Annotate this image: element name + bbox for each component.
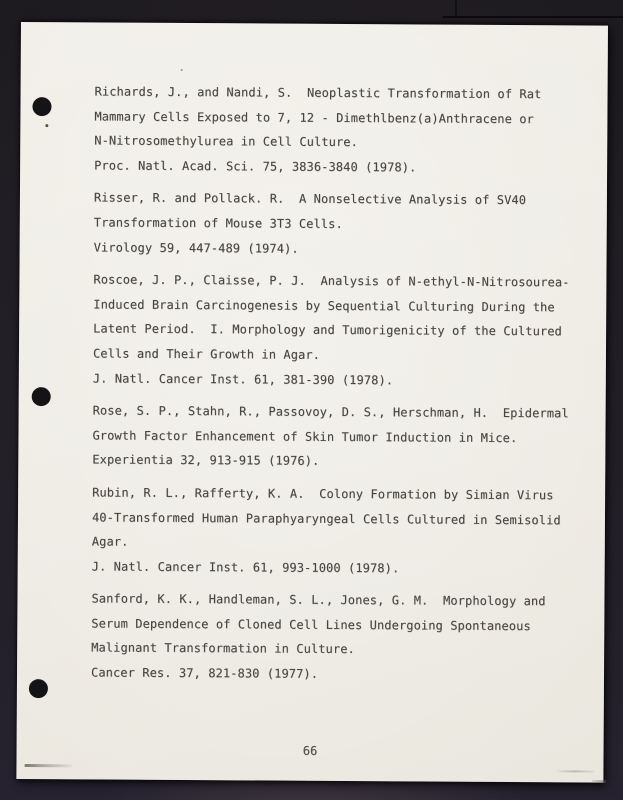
document-page xyxy=(16,22,608,783)
reference-entry xyxy=(94,79,595,180)
reference-line: Malignant Transformation in Culture. xyxy=(91,640,355,657)
reference-line: Proc. Natl. Acad. Sci. 75, 3836-3840 (1978). xyxy=(94,158,417,175)
reference-line: Transformation of Mouse 3T3 Cells. xyxy=(93,215,343,231)
reference-line: Richards, J., and Nandi, S. Neoplastic Transformation of Rat xyxy=(94,84,542,102)
hole-punch-top xyxy=(32,97,51,116)
background-seam-horizontal xyxy=(443,16,623,18)
reference-line: Serum Dependence of Cloned Cell Lines Undergoing Spontaneous xyxy=(91,616,531,634)
reference-line: Sanford, K. K., Handleman, S. L., Jones, G. M. Morphology and xyxy=(91,591,546,609)
reference-line: Rose, S. P., Stahn, R., Passovoy, D. S., Herschman, H. Epidermal xyxy=(92,403,569,421)
reference-line: Rubin, R. L., Rafferty, K. A. Colony Formation by Simian Virus xyxy=(92,485,554,503)
reference-line: N-Nitrosomethylurea in Cell Culture. xyxy=(94,133,359,150)
hole-punch-bottom xyxy=(29,679,48,698)
reference-line: J. Natl. Cancer Inst. 61, 993-1000 (1978). xyxy=(91,559,400,576)
reference-line: Latent Period. I. Morphology and Tumorigenicity of the Cultured xyxy=(93,321,562,339)
hole-punch-middle xyxy=(32,387,51,406)
reference-line: Virology 59, 447-489 (1974). xyxy=(93,240,299,256)
pencil-smudge-right xyxy=(554,770,594,772)
background-seam-vertical xyxy=(455,0,457,18)
reference-line: Growth Factor Enhancement of Skin Tumor Induction in Mice. xyxy=(92,428,518,445)
reference-line: Roscoe, J. P., Claisse, P. J. Analysis of N-ethyl-N-Nitrosourea- xyxy=(93,272,570,290)
reference-line: J. Natl. Cancer Inst. 61, 381-390 (1978). xyxy=(92,370,394,387)
page-number: 66 xyxy=(302,743,318,758)
paper-edge-mark xyxy=(592,780,606,783)
reference-entry xyxy=(91,587,592,688)
paper-speck xyxy=(181,69,183,71)
reference-line: Induced Brain Carcinogenesis by Sequential Culturing During the xyxy=(93,297,555,315)
reference-entry xyxy=(93,268,594,394)
reference-line: 40-Transformed Human Paraphyaryngeal Cells Cultured in Semisolid xyxy=(91,509,561,527)
pencil-smudge-left xyxy=(24,764,72,767)
reference-entry xyxy=(92,399,592,476)
reference-line: Cells and Their Growth in Agar. xyxy=(92,346,321,362)
reference-line: Cancer Res. 37, 821-830 (1977). xyxy=(90,665,319,681)
reference-line: Experientia 32, 913-915 (1976). xyxy=(92,452,320,469)
references-list xyxy=(91,79,595,696)
ink-speck xyxy=(45,124,48,127)
reference-line: Risser, R. and Pollack. R. A Nonselective Analysis of SV40 xyxy=(93,190,527,208)
reference-entry xyxy=(94,186,594,263)
reference-line: Mammary Cells Exposed to 7, 12 - Dimethlbenz(a)Anthracene or xyxy=(94,109,534,126)
reference-line: Agar. xyxy=(91,534,129,549)
reference-entry xyxy=(92,480,593,581)
